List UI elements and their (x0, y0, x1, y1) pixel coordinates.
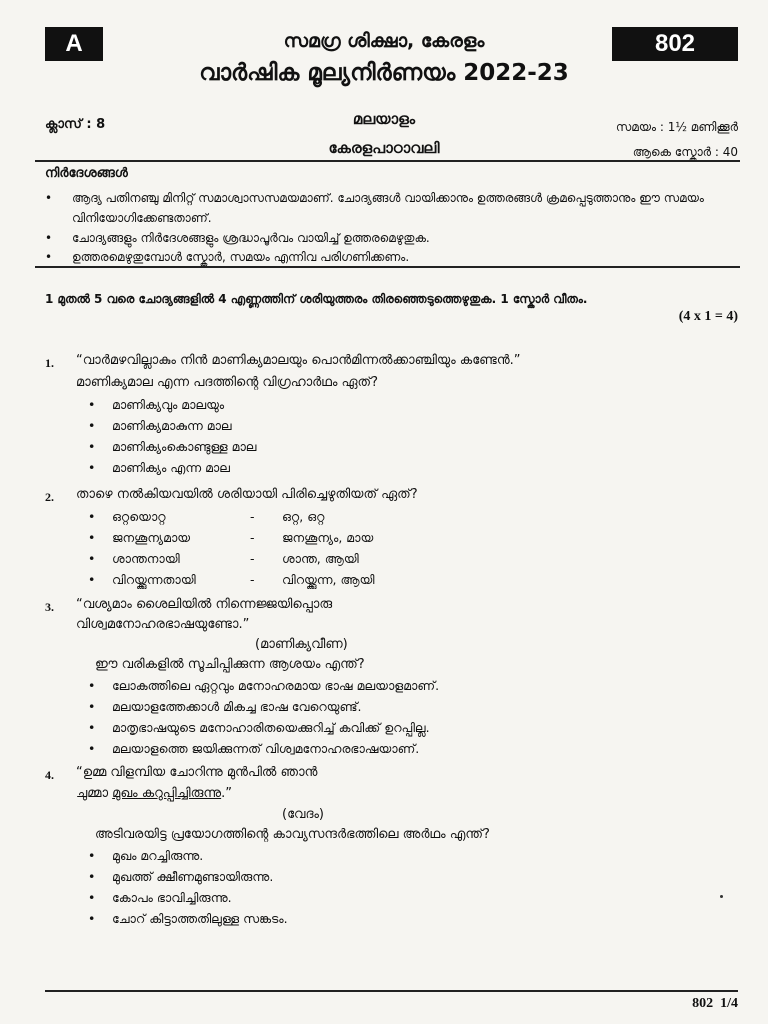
option: • മുഖം മറച്ചിരുന്നു. (88, 845, 203, 866)
question-text: “വാർമഴവില്ലാകും നിൻ മാണിക്യമാലയും പൊൻമിന്നൽക്കാഞ്ചിയും കണ്ടേൻ.” (76, 353, 521, 368)
divider (35, 266, 740, 268)
time-label: സമയം : 1½ മണിക്കൂർ (615, 120, 738, 134)
bullet-icon: • (88, 741, 96, 756)
option: • മാണിക്യം എന്ന മാല (88, 457, 230, 478)
bullet-icon: • (88, 678, 96, 693)
question-text: വിശ്വമനോഹരഭാഷയുണ്ടോ.” (76, 617, 250, 632)
bullet-icon: • (88, 911, 96, 926)
bullet-icon: • (88, 460, 96, 475)
class-label: ക്ലാസ് : 8 (45, 117, 106, 132)
option: • മാണിക്യംകൊണ്ടുള്ള മാല (88, 436, 257, 457)
question-number: 3. (45, 600, 54, 614)
instructions-title: നിർദേശങ്ങൾ (45, 166, 128, 181)
question-text: “ഉമ്മ വിളമ്പിയ ചോറിന്നു മുൻപിൽ ഞാൻ (76, 765, 318, 780)
bullet-icon: • (45, 191, 53, 205)
divider (35, 160, 740, 162)
option: • മലയാളത്തെ ജയിക്കുന്നത് വിശ്വമനോഹരഭാഷയാണ്. (88, 738, 419, 759)
paper-code-badge: 802 (612, 27, 738, 61)
bullet-icon: • (88, 848, 96, 863)
option: • മലയാളത്തേക്കാൾ മികച്ച ഭാഷ വേറെയുണ്ട്. (88, 696, 361, 717)
bullet-icon: • (88, 551, 96, 566)
question-text: “വശ്യമാം ശൈലിയിൽ നിന്നെജ്ജയിപ്പൊരു (76, 597, 333, 612)
question-text: മാണിക്യമാല എന്ന പദത്തിന്റെ വിഗ്രഹാർഥം ഏത്? (76, 375, 379, 390)
instruction-item (45, 228, 745, 248)
bullet-icon: • (45, 250, 53, 264)
bullet-icon: • (88, 439, 96, 454)
instruction-item (45, 188, 745, 228)
underlined-phrase: മുഖം കറുപ്പിച്ചിരുന്നു (112, 786, 222, 801)
option: • മാണിക്യവും മാലയും (88, 394, 224, 415)
stray-mark (720, 895, 723, 898)
option: • മാതൃഭാഷയുടെ മനോഹാരിതയെക്കുറിച്ച് കവിക്ക് ഉറപ്പില്ല. (88, 717, 430, 738)
question-text: അടിവരയിട്ട പ്രയോഗത്തിന്റെ കാവ്യസന്ദർഭത്തിലെ അർഥം എന്ത്? (95, 827, 490, 842)
instruction-text: ചോദ്യങ്ങളും നിർദേശങ്ങളും ശ്രദ്ധാപൂർവം വായിച്ച് ഉത്തരമെഴുതുക. (72, 231, 430, 245)
subject-title: മലയാളം (352, 110, 416, 128)
instruction-text: ഉത്തരമെഴുതുമ്പോൾ സ്കോർ, സമയം എന്നിവ പരിഗണിക്കണം. (72, 250, 410, 264)
bullet-icon: • (45, 231, 53, 245)
section-instruction: 1 മുതൽ 5 വരെ ചോദ്യങ്ങളിൽ 4 എണ്ണത്തിന് ശരിയുത്തരം തിരഞ്ഞെടുത്തെഴുതുക. 1 സ്കോർ വീതം. (45, 292, 588, 306)
bullet-icon: • (88, 509, 96, 524)
bullet-icon: • (88, 530, 96, 545)
footer-code: 802 (692, 996, 714, 1011)
exam-title: വാർഷിക മൂല്യനിർണയം 2022-23 (199, 60, 569, 86)
question-number: 4. (45, 768, 54, 782)
textbook-title: കേരളപാഠാവലി (328, 139, 440, 157)
bullet-icon: • (88, 869, 96, 884)
bullet-icon: • (88, 699, 96, 714)
bullet-icon: • (88, 418, 96, 433)
divider (45, 990, 738, 992)
option: • മുഖത്ത് ക്ഷീണമുണ്ടായിരുന്നു. (88, 866, 273, 887)
instruction-item (45, 247, 745, 267)
question-text: താഴെ നൽകിയവയിൽ ശരിയായി പിരിച്ചെഴുതിയത് ഏത്? (76, 487, 418, 502)
set-label-badge: A (45, 27, 103, 61)
page-footer (692, 996, 738, 1012)
option: • ചോറ് കിട്ടാത്തതിലുള്ള സങ്കടം. (88, 908, 288, 929)
page-number: 1/4 (720, 996, 738, 1011)
bullet-icon: • (88, 572, 96, 587)
bullet-icon: • (88, 397, 96, 412)
organization-title: സമഗ്ര ശിക്ഷാ, കേരളം (283, 30, 485, 52)
question-number: 2. (45, 490, 54, 504)
poem-source: (വേദം) (282, 807, 324, 822)
bullet-icon: • (88, 720, 96, 735)
question-text: ഈ വരികളിൽ സൂചിപ്പിക്കുന്ന ആശയം എന്ത്? (95, 657, 365, 672)
option: • മാണിക്യമാകുന്ന മാല (88, 415, 232, 436)
option: • ലോകത്തിലെ ഏറ്റവും മനോഹരമായ ഭാഷ മലയാളമാണ്. (88, 675, 439, 696)
option: • കോപം ഭാവിച്ചിരുന്നു. (88, 887, 232, 908)
poem-source: (മാണിക്യവീണ) (255, 637, 348, 652)
instruction-text: ആദ്യ പതിനഞ്ചു മിനിറ്റ് സമാശ്വാസസമയമാണ്. ചോദ്യങ്ങൾ വായിക്കാനും ഉത്തരങ്ങൾ ക്രമപ്പെടുത്താനും ഈ സമയം വിനിയോഗിക്കേണ്ടതാണ്. (72, 191, 704, 225)
question-number: 1. (45, 356, 54, 370)
bullet-icon: • (88, 890, 96, 905)
question-text: ചുമ്മാ മുഖം കറുപ്പിച്ചിരുന്നു.” (76, 786, 232, 801)
total-score-label: ആകെ സ്കോർ : 40 (632, 145, 738, 159)
section-score: (4 x 1 = 4) (678, 309, 738, 324)
